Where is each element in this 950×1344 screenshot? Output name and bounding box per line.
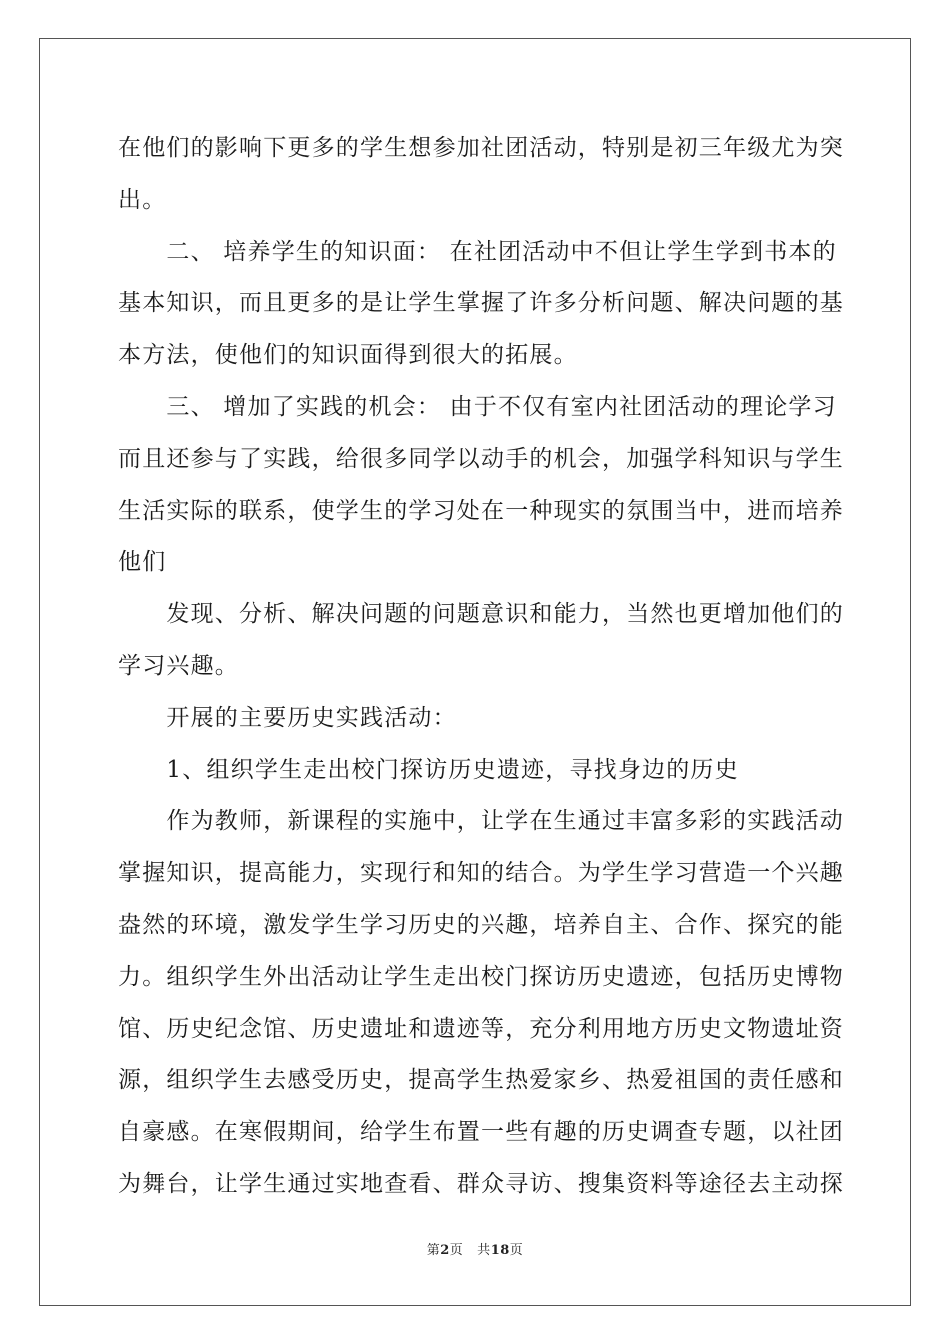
page-number-label [427,1243,464,1258]
page-footer [0,1239,950,1258]
document-body [118,123,844,1211]
text-line: 而且还参与了实践，给很多同学以动手的机会，加强学科知识与学生 [118,445,844,472]
text-line: 掌握知识，提高能力，实现行和知的结合。为学生学习营造一个兴趣 [118,860,844,887]
text-line: 开展的主要历史实践活动： [118,704,457,731]
total-page-count: 18 [490,1243,510,1258]
text-line: 出。 [118,186,167,213]
text-line: 二、 培养学生的知识面： 在社团活动中不但让学生学到书本的 [118,238,837,265]
text-line: 本方法，使他们的知识面得到很大的拓展。 [118,342,578,369]
text-line: 在他们的影响下更多的学生想参加社团活动，特别是初三年级尤为突 [118,135,844,161]
total-prefix: 共 [477,1243,491,1258]
page-suffix: 页 [449,1243,464,1258]
text-line: 生活实际的联系，使学生的学习处在一种现实的氛围当中，进而培养 [118,497,844,524]
text-line: 发现、分析、解决问题的问题意识和能力，当然也更增加他们的 [118,601,844,628]
text-line: 学习兴趣。 [118,652,239,679]
text-line: 1、组织学生走出校门探访历史遗迹，寻找身边的历史 [118,756,739,783]
total-suffix: 页 [509,1243,524,1258]
text-line: 为舞台，让学生通过实地查看、群众寻访、搜集资料等途径去主动探 [118,1170,844,1197]
page-prefix: 第 [426,1243,441,1258]
text-line: 自豪感。在寒假期间，给学生布置一些有趣的历史调查专题，以社团 [118,1119,844,1146]
text-line: 馆、历史纪念馆、历史遗址和遗迹等，充分利用地方历史文物遗址资 [118,1015,844,1042]
text-line: 源，组织学生去感受历史，提高学生热爱家乡、热爱祖国的责任感和 [118,1067,844,1094]
text-line: 三、 增加了实践的机会： 由于不仅有室内社团活动的理论学习 [118,393,837,420]
text-line: 作为教师，新课程的实施中，让学在生通过丰富多彩的实践活动 [118,808,844,835]
total-pages-label [477,1243,523,1258]
text-line: 他们 [118,549,167,576]
current-page-number: 2 [440,1243,450,1258]
text-line: 力。组织学生外出活动让学生走出校门探访历史遗迹，包括历史博物 [118,963,844,990]
text-line: 基本知识，而且更多的是让学生掌握了许多分析问题、解决问题的基 [118,290,844,317]
text-line: 盎然的环境，激发学生学习历史的兴趣，培养自主、合作、探究的能 [118,911,844,938]
